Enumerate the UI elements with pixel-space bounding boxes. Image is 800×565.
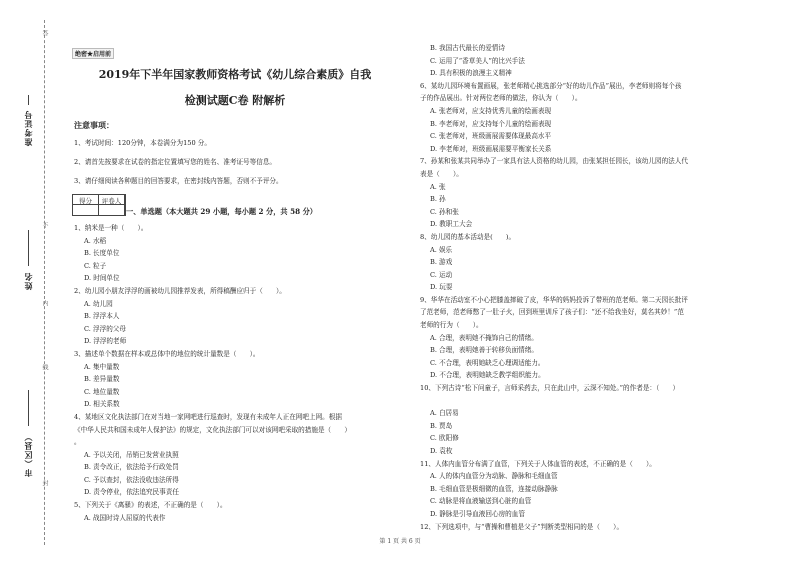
answer-option: B. 我国古代最长的爱情诗 [430, 44, 505, 52]
question-text: 6、某幼儿园环境布置画展，张老师精心挑选部分“好的幼儿作品”展出，李老师则将每个孩 [420, 81, 682, 90]
page-footer: 第 1 页 共 6 页 [379, 538, 421, 545]
answer-option: D. 具有积极的浪漫主义精神 [430, 69, 512, 78]
section-heading: 一、单选题（本大题共 29 小题，每小题 2 分，共 58 分） [126, 207, 317, 216]
answer-option: D. 静脉是引导血液回心房的血管 [430, 509, 525, 518]
question-text [420, 395, 688, 408]
answer-option: B. 毛细血管是极细微的血管，连接动脉静脉 [430, 484, 558, 493]
exam-title-line2: 检测试题C卷 附解析 [184, 94, 286, 107]
binding-margin [0, 0, 60, 565]
answer-option: A. 战国时诗人屈原的代表作 [84, 513, 166, 522]
question-text: 1、纳米是一种（ ）。 [74, 224, 148, 232]
seal-mark: 答 [41, 30, 48, 36]
question-text: 9、华华在活动室不小心把膝盖摔破了皮，华华的妈妈投诉了带班的范老师。第二天园长批评 [420, 295, 688, 304]
answer-option: A. 娱乐 [430, 245, 453, 254]
seal-mark: 封 [41, 480, 48, 486]
answer-option: D. 责令停业，依法追究民事责任 [84, 488, 179, 497]
answer-option: C. 运用了“香草美人”的比兴手法 [430, 56, 525, 65]
exam-title-line1: 2019年下半年国家教师资格考试《幼儿综合素质》自我 [98, 68, 372, 81]
answer-option: A. 人的体内血管分为动脉、静脉和毛细血管 [430, 472, 558, 481]
answer-option: B. 差异量数 [84, 375, 120, 384]
score-label: 得分 [73, 195, 99, 215]
question-text: 8、幼儿园的基本活动是( )。 [420, 232, 516, 241]
question-text: 了范老师，范老师憋了一肚子火，回到班里训斥了孩子们：“还不给我坐好，莫名其妙！”范 [420, 308, 684, 317]
question-text: 7、孙某和张某共同举办了一家具有法人资格的幼儿园，由张某担任园长，该幼儿园的法人代 [420, 157, 688, 166]
answer-option: C. 浮浮的父母 [84, 324, 126, 333]
answer-option: C. 粒子 [84, 261, 107, 270]
answer-option: C. 运动 [430, 270, 453, 279]
answer-option: D. 李老师对，班级画展需要平衡家长关系 [430, 144, 552, 153]
question-text: 5、下列关于《离骚》的表述，不正确的是（ ）。 [74, 501, 227, 510]
answer-option: A. 张 [430, 182, 446, 191]
answer-option: A. 白居易 [430, 409, 459, 418]
score-box [72, 194, 126, 216]
answer-option: D. 不合理，表明她缺乏教学组织能力。 [430, 371, 545, 380]
district-field [28, 390, 30, 426]
answer-option: D. 教职工大会 [430, 220, 473, 229]
question-text: 子的作品展出。针对两位老师的做法，你认为（ ）。 [420, 94, 582, 103]
question-text: 4、某地区文化执法部门在对当地一家网吧进行巡查时，发现有未成年人正在网吧上网。根据 [74, 412, 342, 421]
seal-mark: 线 [41, 364, 48, 370]
name-field [28, 230, 30, 266]
answer-option: C. 予以查封，依法没收违法所得 [84, 475, 179, 484]
answer-option: B. 长度单位 [84, 249, 120, 258]
answer-option: B. 孙 [430, 195, 446, 204]
notice-item: 1、考试时间：120分钟，本卷满分为150 分。 [74, 139, 211, 147]
answer-option: A. 集中量数 [84, 362, 120, 371]
question-text: 2、幼儿园小朋友浮浮的画被幼儿园推荐发表，所得稿酬应归于（ ）。 [74, 286, 286, 295]
question-text: 。 [74, 438, 81, 447]
answer-option: A. 幼儿园 [84, 299, 113, 308]
exam-number-label: 准考证号 [23, 110, 33, 146]
name-label: 姓名 [23, 272, 33, 290]
question-text: 12、下列选项中，与“曹操和曹植是父子”判断类型相同的是（ ）。 [420, 522, 624, 531]
question-text: 11、人体内血管分布满了血管，下列关于人体血管的表述，不正确的是（ ）。 [420, 459, 656, 468]
answer-option: C. 不合理，表明她缺乏心理调适能力。 [430, 358, 545, 367]
secret-badge: 绝密★启用前 [72, 48, 114, 59]
answer-option: A. 张老师对，应支持优秀儿童的绘画表现 [430, 106, 552, 115]
question-text: 老师的行为（ ）。 [420, 321, 483, 330]
answer-option: D. 浮浮的老师 [84, 337, 127, 346]
question-text: 《中华人民共和国未成年人保护法》的规定，文化执法部门可以对该网吧采取的措施是（ ） [74, 425, 351, 434]
seal-mark: 内 [41, 300, 48, 306]
answer-option: B. 李老师对，应支持每个儿童的绘画表现 [430, 119, 552, 128]
notice-item: 3、请仔细阅读各种题目的回答要求，在密封线内答题，否则不予评分。 [74, 177, 283, 185]
answer-option: D. 袁枚 [430, 447, 453, 455]
answer-option: A. 予以关闭，吊销已发营业执照 [84, 450, 179, 459]
answer-option: A. 合理，表明她不掩饰自己的情绪。 [430, 333, 538, 342]
seal-line [44, 20, 45, 545]
answer-option: D. 相关系数 [84, 400, 120, 409]
notice-item: 2、请首先按要求在试卷的指定位置填写您的姓名、准考证号等信息。 [74, 158, 277, 166]
answer-option: B. 游戏 [430, 258, 453, 267]
answer-option: C. 张老师对，班级画展需要体现最高水平 [430, 132, 552, 141]
question-text: 表是（ ）。 [420, 169, 463, 178]
answer-option: D. 玩耍 [430, 283, 453, 292]
exam-number-field [28, 95, 30, 105]
district-label: 市（区县） [23, 432, 33, 477]
notice-list [74, 134, 283, 191]
answer-option: C. 孙和张 [430, 207, 459, 216]
right-question-column [420, 42, 688, 533]
answer-option: B. 责令改正，依法给予行政处罚 [84, 463, 179, 472]
left-question-column [74, 222, 351, 524]
answer-option: C. 欧阳修 [430, 434, 459, 443]
answer-option: C. 地位量数 [84, 387, 120, 396]
answer-option: B. 合理，表明她善于转移负面情绪。 [430, 346, 538, 355]
notice-heading: 注意事项： [74, 120, 114, 130]
answer-option: B. 浮浮本人 [84, 312, 120, 321]
reviewer-label: 评卷人 [99, 195, 125, 215]
answer-option: A. 水稻 [84, 236, 107, 245]
answer-option: D. 时间单位 [84, 274, 120, 283]
answer-option: C. 动脉是将血液输送到心脏的血管 [430, 497, 532, 506]
answer-option: B. 贾岛 [430, 421, 453, 430]
question-text: 10、下列古诗“松下问童子，言师采药去，只在此山中，云深不知处。”的作者是：（ ） [420, 384, 680, 393]
seal-mark: 不 [41, 222, 48, 228]
question-text: 3、描述单个数据在样本或总体中的地位的统计量数是（ ）。 [74, 349, 260, 358]
